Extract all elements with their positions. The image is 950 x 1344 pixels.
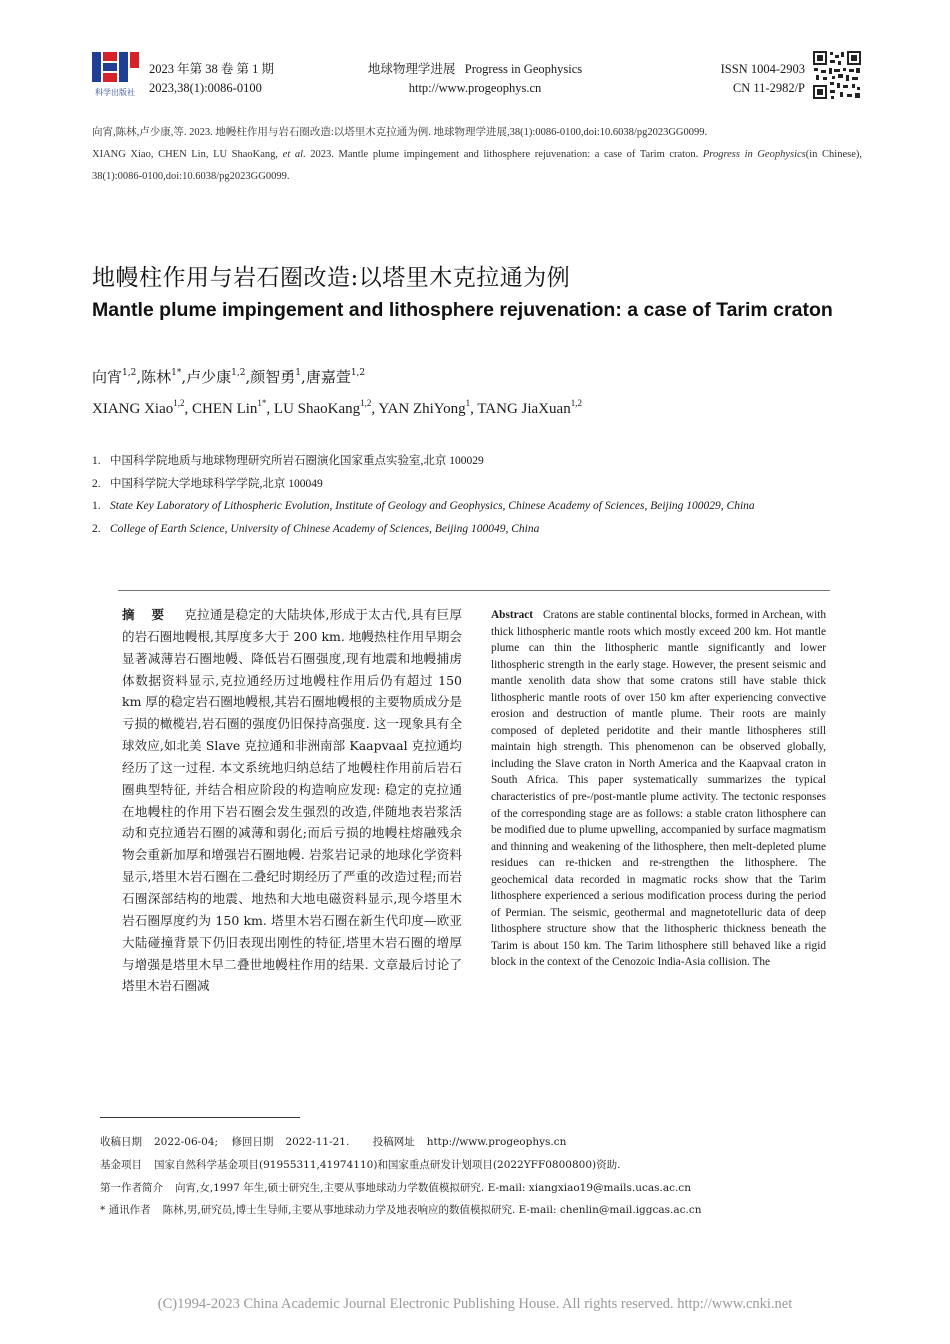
issn: ISSN 1004-2903 — [720, 62, 805, 76]
title-en: Mantle plume impingement and lithosphere rejuvenation: a case of Tarim craton — [92, 299, 833, 321]
author-cn: 唐嘉萱$^{1,2}$ — [305, 368, 366, 386]
author-cn: 卢少康$^{1,2}$ — [186, 368, 246, 386]
submit-url[interactable]: http://www.progeophys.cn — [426, 1136, 567, 1148]
citation-en: XIANG Xiao, CHEN Lin, LU ShaoKang, et al. 2023. Mantle plume impingement and lithosphere rejuvenation: a case of Tarim craton. Progress in Geophysics(in Chinese), 38(1):0086-0100,doi:10.6038/pg2023GG0099. — [92, 149, 862, 182]
footnotes — [100, 1131, 860, 1222]
divider — [118, 590, 830, 591]
affiliation-item: 1. State Key Laboratory of Lithospheric Evolution, Institute of Geology and Geophysics, Chinese Academy of Sciences, Beijing 100029, China — [92, 500, 755, 512]
author-cn: 向宵$^{1,2}$ — [92, 368, 137, 386]
issue-line-2: 2023,38(1):0086-0100 — [149, 81, 262, 95]
publisher-logo-text: 科学出版社 — [95, 88, 135, 97]
author-list-cn: 向宵$^{1,2}$,陈林$^{1*}$,卢少康$^{1,2}$,颜智勇$^1$,唐嘉萱$^{1,2}$ — [92, 368, 366, 386]
abstract-cn-text: 克拉通是稳定的大陆块体,形成于太古代,具有巨厚的岩石圈地幔根,其厚度多大于 200 km. 地幔热柱作用早期会显著减薄岩石圈地幔、降低岩石圈强度,现有地震和地幔捕虏体数据资料显示,克拉通经历过地幔柱作用后仍有超过 150 km 厚的稳定岩石圈地幔根,其岩石圈地幔根的主要物质成分是亏损的橄榄岩,岩石圈的强度仍旧保持高强度. 这一现象具有全球效应,如北美 Slave 克拉通和非洲南部 Kaapvaal 克拉通均经历了这一过程. 本文系统地归纳总结了地幔柱作用前后岩石圈典型特征, 并结合相应阶段的构造响应发现: 稳定的克拉通在地幔柱的作用下岩石圈会发生强烈的改造,伴随地表岩浆活动和克拉通岩石圈的减薄和弱化;而后亏损的地幔柱熔融残余物会重新加厚和增强岩石圈地幔. 岩浆岩记录的地球化学资料显示,塔里木岩石圈在二叠纪时期经历了严重的改造过程;而岩石圈深部结构的地震、地热和大地电磁资料显示,现今塔里木岩石圈厚度约为 150 km. 塔里木岩石圈在新生代印度—欧亚大陆碰撞背景下仍旧表现出刚性的特征,塔里木岩石圈的增厚与增强是塔里木早二叠世地幔柱作用的结果. 文章最后讨论了塔里木岩石圈减 — [122, 607, 462, 994]
title-cn: 地幔柱作用与岩石圈改造:以塔里木克拉通为例 — [92, 265, 571, 291]
journal-url[interactable]: http://www.progeophys.cn — [408, 81, 542, 95]
affiliation-item: 2. 中国科学院大学地球科学学院,北京 100049 — [92, 477, 323, 490]
footnote-corresponding: * 通讯作者 陈林,男,研究员,博士生导师,主要从事地球动力学及地表响应的数值模拟研究. E-mail: chenlin@mail.iggcas.ac.cn — [100, 1204, 702, 1217]
citation-block — [92, 122, 862, 188]
abstract-cn-label: 摘 要 — [122, 607, 171, 622]
footnote-divider — [100, 1117, 300, 1118]
affiliation-item: 2. College of Earth Science, University of Chinese Academy of Sciences, Beijing 100049, China — [92, 522, 540, 535]
author-en: XIANG Xiao$^{1,2}$ — [92, 398, 185, 417]
abstract-en-label: Abstract — [491, 609, 534, 621]
author-en: LU ShaoKang$^{1,2}$ — [273, 398, 372, 417]
author-en: TANG JiaXuan$^{1,2}$ — [477, 398, 582, 417]
issn-info — [721, 60, 805, 98]
journal-info — [355, 60, 595, 98]
footnote-dates: 收稿日期 2022-06-04; 修回日期 2022-11-21. 投稿网址 http://www.progeophys.cn — [100, 1136, 567, 1148]
journal-name-cn: 地球物理学进展 — [367, 62, 456, 76]
publisher-logo — [88, 50, 143, 98]
author-en: YAN ZhiYong$^1$ — [378, 398, 471, 417]
issue-info — [149, 60, 274, 98]
abstract-en — [491, 607, 826, 971]
author-cn: 颜智勇$^1$ — [250, 368, 302, 386]
qr-code-icon — [812, 50, 862, 100]
copyright-notice: (C)1994-2023 China Academic Journal Electronic Publishing House. All rights reserved. http://www.cnki.net — [157, 1296, 793, 1312]
abstract-en-text: Cratons are stable continental blocks, formed in Archean, with thick lithospheric mantle roots which mostly exceed 200 km. Hot mantle plume can thin the lithospheric mantle significantly and lower lithospheric strength in the early stage. However, the present seismic and mantle xenolith data show that some cratons still have stable thick lithospheric mantle roots of over 150 km after experiencing convective erosion and destruction of mantle plume. Their roots are mainly composed of depleted peridotite and their mantle lithospheres still maintain high strength. This phenomenon can be observed globally, including the Slave craton in North America and the Kaapvaal craton in South Africa. This paper systematically summarizes the typical characteristics of pre-/post-mantle plume activity. The tectonic responses of the corresponding stage are as follows: a stable craton lithosphere can be modified due to plume upwelling, accompanied by surface magmatism and thinning and weakening of the lithosphere, then melt-depleted plume residues can re-thicken and re-strengthen the lithosphere. The geochemical data recorded in magmatic rocks show that the Tarim lithosphere experienced a serious modification process during the period of Permian. The seismic, geothermal and magnetotelluric data of deep lithosphere structure show that the lithospheric thickness beneath the Tarim is about 150 km. The Tarim lithosphere still behaved like a rigid block in the context of the Cenozoic India-Asia collision. The — [491, 609, 826, 969]
abstract-cn — [122, 604, 462, 997]
affiliation-item: 1. 中国科学院地质与地球物理研究所岩石圈演化国家重点实验室,北京 100029 — [92, 455, 484, 467]
affiliations — [92, 450, 862, 540]
footnote-fund: 基金项目 国家自然科学基金项目(91955311,41974110)和国家重点研发计划项目(2022YFF0800800)资助. — [100, 1158, 621, 1171]
journal-name-en: Progress in Geophysics — [464, 62, 583, 76]
citation-cn: 向宵,陈林,卢少康,等. 2023. 地幔柱作用与岩石圈改造:以塔里木克拉通为例. 地球物理学进展,38(1):0086-0100,doi:10.6038/pg2023GG0099. — [92, 127, 708, 138]
author-cn: 陈林$^{1*}$ — [141, 368, 182, 386]
author-list-en: XIANG Xiao$^{1,2}$, CHEN Lin$^{1*}$, LU ShaoKang$^{1,2}$, YAN ZhiYong$^1$, TANG JiaXuan$^{1,2}$ — [92, 398, 582, 417]
footnote-first-author: 第一作者简介 向宵,女,1997 年生,硕士研究生,主要从事地球动力学数值模拟研究. E-mail: xiangxiao19@mails.ucas.ac.cn — [100, 1181, 691, 1194]
issue-line-1: 2023 年第 38 卷 第 1 期 — [149, 62, 275, 76]
cn-number: CN 11-2982/P — [732, 81, 805, 95]
author-en: CHEN Lin$^{1*}$ — [191, 398, 267, 417]
